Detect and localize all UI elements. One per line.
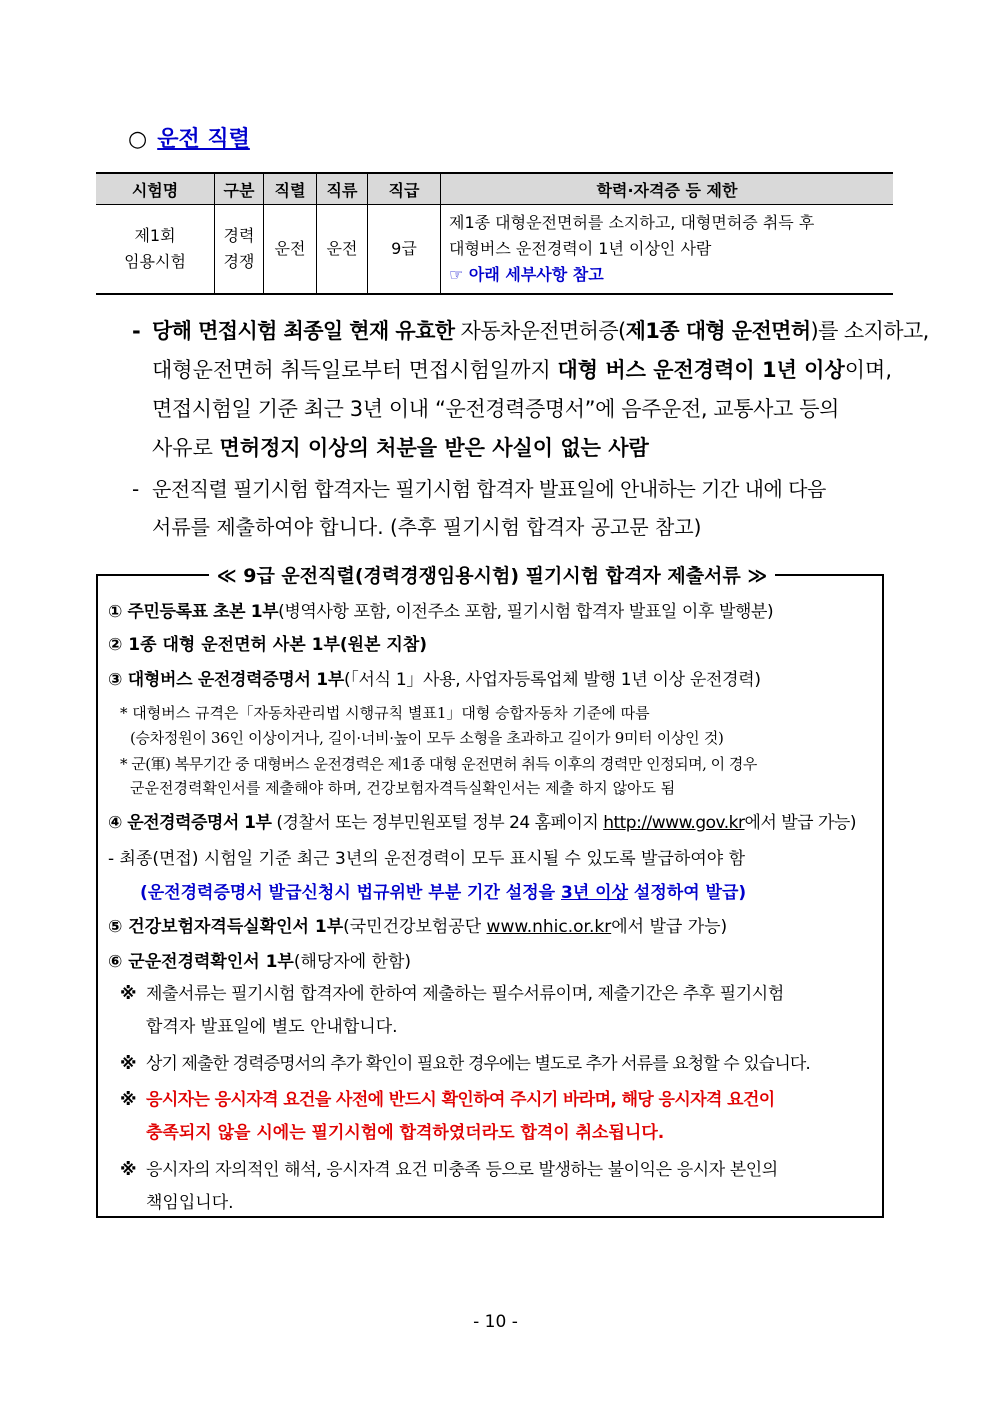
doc-item-3-note-4: 군운전경력확인서를 제출해야 하며, 건강보험자격득실확인서는 제출 하지 않아도 됨 (130, 779, 676, 797)
note-marker: ※ (120, 984, 137, 1004)
table-row (96, 205, 893, 295)
cell-type: 경력 경쟁 (215, 205, 264, 295)
th-series: 직렬 (264, 173, 317, 205)
gov-link[interactable]: http://www.gov.kr (603, 813, 745, 833)
note-marker: ※ (120, 1160, 137, 1180)
doc-item-6: ⑥ 군운전경력확인서 1부(해당자에 한함) (108, 952, 412, 972)
submission-paragraph (132, 470, 898, 546)
requirement-paragraph (132, 312, 929, 468)
note-2: ※ 상기 제출한 경력증명서의 추가 확인이 필요한 경우에는 별도로 추가 서류를 요청할 수 있습니다. (120, 1048, 882, 1081)
dash-marker: - (132, 319, 141, 343)
heading-title: 운전 직렬 (157, 127, 250, 152)
cell-category: 운전 (317, 205, 368, 295)
para2-line-2: 서류를 제출하여야 합니다. (추후 필기시험 합격자 공고문 참고) (152, 515, 702, 539)
cell-grade: 9급 (368, 205, 441, 295)
doc-item-3: ③ 대형버스 운전경력증명서 1부(「서식 1」사용, 사업자등록업체 발행 1년 이상 운전경력) (108, 670, 761, 690)
doc-item-4: ④ 운전경력증명서 1부 (경찰서 또는 정부민원포털 정부 24 홈페이지 http://www.gov.kr에서 발급 가능) (108, 813, 856, 833)
th-grade: 직급 (368, 173, 441, 205)
table-header-row (96, 173, 893, 205)
req-line-2: 대형버스 운전경력이 1년 이상인 사람 (449, 239, 712, 258)
doc-item-4-note: - 최종(면접) 시험일 기준 최근 3년의 운전경력이 모두 표시될 수 있도록 발급하여야 함 (108, 849, 745, 869)
note-3-warning: ※ 응시자는 응시자격 요건을 사전에 반드시 확인하여 주시기 바라며, 해당 응시자격 요건이 충족되지 않을 시에는 필기시험에 합격하였더라도 합격이 취소됩니다. (120, 1084, 882, 1150)
cell-series: 운전 (264, 205, 317, 295)
doc-item-3-note-3: * 군(軍) 복무기간 중 대형버스 운전경력은 제1종 대형 운전면허 취득 이후의 경력만 인정되며, 이 경우 (120, 755, 757, 773)
doc-item-1: ① 주민등록표 초본 1부(병역사항 포함, 이전주소 포함, 필기시험 합격자 발표일 이후 발행분) (108, 602, 774, 622)
para1-line-3: 면접시험일 기준 최근 3년 이내 “운전경력증명서”에 음주운전, 교통사고 등의 (152, 397, 839, 421)
th-exam: 시험명 (96, 173, 215, 205)
req-reference: ☞ 아래 세부사항 참고 (449, 265, 604, 284)
dash-marker: - (132, 477, 140, 501)
th-type: 구분 (215, 173, 264, 205)
th-requirements: 학력·자격증 등 제한 (441, 173, 894, 205)
section-heading (128, 122, 250, 153)
doc-item-4-emphasis: (운전경력증명서 발급신청시 법규위반 부분 기간 설정을 3년 이상 설정하여 발급) (140, 883, 747, 903)
para2-line-1: 운전직렬 필기시험 합격자는 필기시험 합격자 발표일에 안내하는 기간 내에 다음 (152, 477, 826, 501)
th-category: 직류 (317, 173, 368, 205)
doc-item-2: ② 1종 대형 운전면허 사본 1부(원본 지참) (108, 635, 428, 655)
cell-requirements (441, 205, 894, 295)
note-1: ※ 제출서류는 필기시험 합격자에 한하여 제출하는 필수서류이며, 제출기간은 추후 필기시험 합격자 발표일에 별도 안내합니다. (120, 978, 882, 1044)
para1-line-2: 대형운전면허 취득일로부터 면접시험일까지 대형 버스 운전경력이 1년 이상이며, (152, 358, 893, 382)
qualification-table (96, 172, 893, 295)
doc-item-3-note-1: * 대형버스 규격은「자동차관리법 시행규칙 별표1」대형 승합자동차 기준에 따름 (120, 704, 650, 722)
nhic-link[interactable]: www.nhic.or.kr (486, 917, 612, 937)
doc-item-5: ⑤ 건강보험자격득실확인서 1부(국민건강보험공단 www.nhic.or.kr에서 발급 가능) (108, 917, 728, 937)
page-number: - 10 - (473, 1312, 518, 1332)
para1-line-1: 당해 면접시험 최종일 현재 유효한 자동차운전면허증(제1종 대형 운전면허)를 소지하고, (152, 319, 929, 343)
note-marker: ※ (120, 1090, 137, 1110)
note-marker: ※ (120, 1054, 137, 1074)
para1-line-4: 사유로 면허정지 이상의 처분을 받은 사실이 없는 사람 (152, 436, 649, 460)
heading-bullet: ○ (128, 127, 148, 152)
doc-item-3-note-2: (승차정원이 36인 이상이거나, 길이·너비·높이 모두 소형을 초과하고 길이가 9미터 이상인 것) (130, 729, 724, 747)
req-line-1: 제1종 대형운전면허를 소지하고, 대형면허증 취득 후 (449, 213, 815, 232)
cell-exam: 제1회 임용시험 (96, 205, 215, 295)
note-4: ※ 응시자의 자의적인 해석, 응시자격 요건 미충족 등으로 발생하는 불이익은 응시자 본인의 책임입니다. (120, 1154, 882, 1220)
box-title: ≪ 9급 운전직렬(경력경쟁임용시험) 필기시험 합격자 제출서류 ≫ (96, 561, 888, 588)
